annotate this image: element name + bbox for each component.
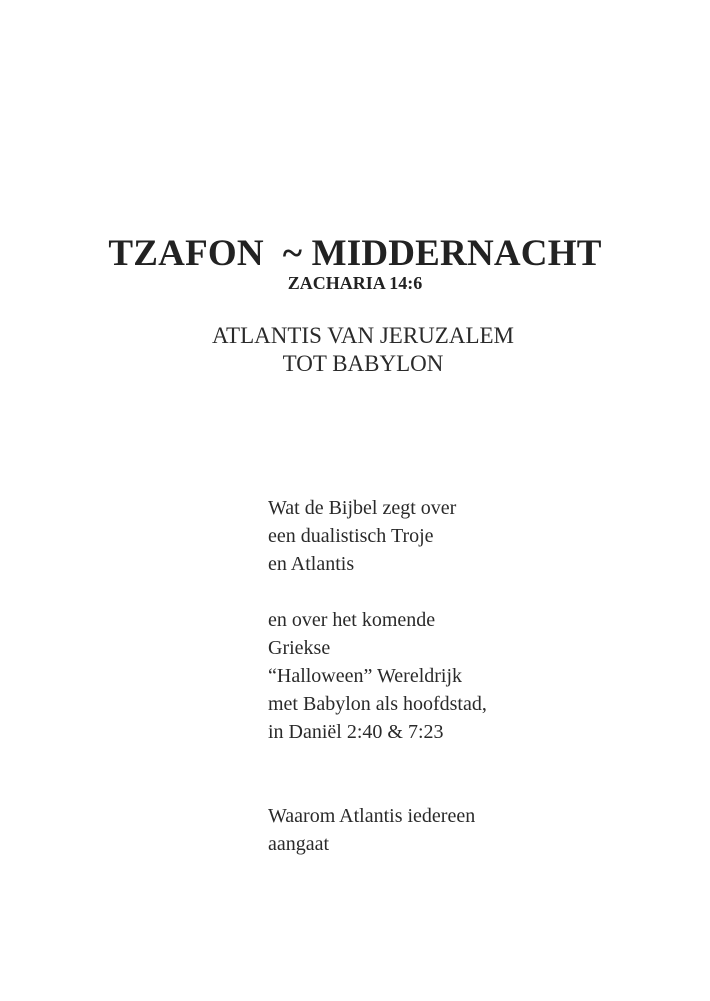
paragraph-line: in Daniël 2:40 & 7:23 [268,721,444,743]
paragraph-line: een dualistisch Troje [268,525,434,547]
page-title: TZAFON ~ MIDDERNACHT [108,233,602,274]
paragraph-line: Waarom Atlantis iedereen [268,805,476,827]
paragraph-line: met Babylon als hoofdstad, [268,693,487,715]
description-paragraph-3 [268,802,688,858]
subtitle-line: TOT BABYLON [282,351,444,376]
paragraph-line: aangaat [268,833,330,855]
paragraph-line: Wat de Bijbel zegt over [268,497,457,519]
scripture-reference: ZACHARIA 14:6 [287,273,423,293]
paragraph-line: en over het komende [268,609,436,631]
paragraph-line: Griekse [268,637,331,659]
description-paragraph-2 [268,606,688,746]
paragraph-line: en Atlantis [268,553,355,575]
paragraph-line: “Halloween” Wereldrijk [268,665,463,687]
description-paragraph-1 [268,494,688,578]
subtitle [0,322,710,378]
subtitle-line: ATLANTIS VAN JERUZALEM [212,323,514,348]
